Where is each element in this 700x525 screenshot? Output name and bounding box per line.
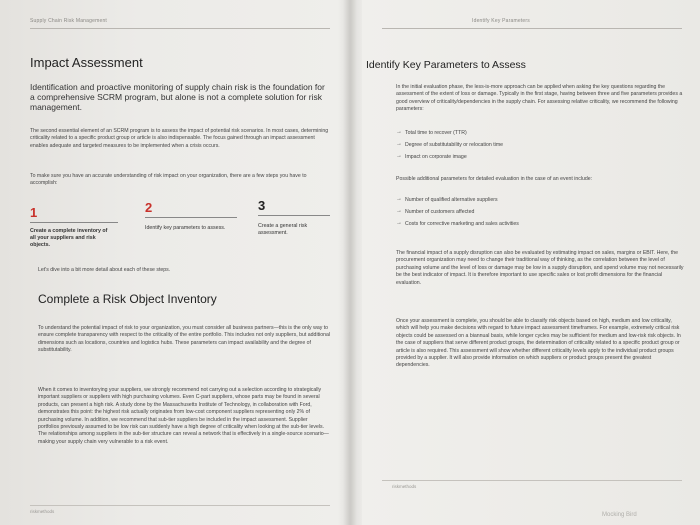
step-1-number: 1	[30, 205, 38, 220]
right-footer-rule	[382, 480, 682, 481]
additional-parameter-item: → Costs for corrective marketing and sales activities	[396, 219, 519, 227]
arrow-icon: →	[396, 207, 402, 214]
step-1-text: Create a complete inventory of all your suppliers and risk objects.	[30, 228, 108, 249]
step-2-text: Identify key parameters to assess.	[145, 225, 226, 231]
additional-parameter-item: → Number of customers affected	[396, 207, 475, 215]
left-paragraph-5: When it comes to inventorying your suppliers, we strongly recommend not carrying out a selection according to strategically important suppliers or suppliers with high purchasing volumes. Even C-part suppliers, whose parts may be found in several products, can present a high risk. A study done by the Massachusetts Institute of Technology, in collaboration with Ford, demonstrates this point: the highest risk actually originates from low-cost component suppliers representing only 2% of purchasing volume. In addition, we recommend that sub-tier suppliers be included in the impact assessment. Supplier portfolios previously assumed to be low risk can suddenly have a high degree of criticality when looking at the sub-tier levels. The relationships among suppliers in the sub-tier structure can reveal a network that is effectively in a single-source scenario—making your supply chain very vulnerable to a risk event.	[38, 387, 329, 445]
arrow-icon: →	[396, 129, 402, 135]
left-footer-rule	[30, 505, 330, 506]
left-header-rule	[30, 28, 330, 29]
arrow-icon: →	[396, 152, 402, 159]
left-footer: riskmethods	[30, 509, 55, 514]
key-parameter-item: → Total time to recover (TTR)	[396, 129, 467, 136]
left-paragraph-2: To make sure you have an accurate understanding of risk impact on your organization, there are a few steps you have to accomplish:	[30, 173, 307, 187]
step-1-rule	[30, 222, 118, 223]
additional-parameter-item: → Number of qualified alternative suppliers	[396, 196, 498, 203]
right-footer: riskmethods	[392, 484, 417, 489]
key-parameters-list	[396, 130, 676, 165]
step-3-text: Create a general risk assessment.	[258, 223, 308, 237]
right-header-rule	[382, 28, 682, 29]
left-running-header: Supply Chain Risk Management	[30, 18, 108, 24]
section-title-inventory: Complete a Risk Object Inventory	[38, 292, 217, 306]
arrow-icon: →	[396, 196, 402, 202]
right-page-title: Identify Key Parameters to Assess	[366, 59, 526, 71]
left-page-title: Impact Assessment	[30, 55, 143, 70]
step-2-rule	[145, 217, 237, 218]
right-paragraph-4: Once your assessment is complete, you should be able to classify risk objects based on high, medium and low criticality, which will help you make decisions with regard to future impact assessment timeframes. For example, extremely critical risk objects could be assessed on a biannual basis, while longer cycles may be sufficient for medium and low-risk risk objects. In the case of suppliers that serve different product groups, the determination of criticality related to a specific product group or article is also required. This assessment will show whether different criticality levels apply to the individual product groups provided by a supplier. It will also provide information on which suppliers or product groups present the greatest dependencies.	[396, 318, 681, 369]
right-running-header: Identify Key Parameters	[472, 18, 530, 24]
key-parameter-item: → Impact on corporate image	[396, 152, 467, 160]
right-paragraph-3: The financial impact of a supply disruption can also be evaluated by estimating impact on sales, margins or EBIT. Here, the procurement organization may need to change their traditional way of thinking, as the correlation between the level of purchasing volume and the level of loss or damage may be low in a supply disruption, and spend volume may not necessarily be the best indicator of impact. It is therefore important to use specific sales or lost profit dimensions for the financial evaluation.	[396, 250, 684, 286]
right-paragraph-1: In the initial evaluation phase, the less-is-more approach can be applied when asking the key questions regarding the assessment of the extent of loss or damage. Typically in the first stage, having between three and five parameters provides a good overview of criticality/dependencies in the supply chain. For assessing relative criticality, we recommend the following parameters:	[396, 84, 683, 113]
right-paragraph-2: Possible additional parameters for detailed evaluation in the case of an event include:	[396, 176, 593, 182]
watermark: Mocking Bird	[602, 512, 637, 518]
step-3-number: 3	[258, 198, 266, 213]
arrow-icon: →	[396, 219, 402, 226]
left-paragraph-4: To understand the potential impact of risk to your organization, you must consider all business partners—this is the only way to ensure complete transparency with respect to the criticality of the entire portfolio. This includes not only suppliers, but additional dimensions such as locations, countries and logistics hubs. These parameters can impact availability and the degree of substitutability.	[38, 325, 330, 354]
intro-paragraph: Identification and proactive monitoring of supply chain risk is the foundation for a comprehensive SCRM program, but alone is not a complete solution for risk management.	[30, 82, 325, 113]
additional-parameters-list	[396, 197, 676, 232]
arrow-icon: →	[396, 140, 402, 147]
left-paragraph-3: Let's dive into a bit more detail about each of these steps.	[38, 267, 171, 273]
key-parameter-item: → Degree of substitutability or relocation time	[396, 140, 504, 148]
step-3-rule	[258, 215, 330, 216]
right-page	[352, 0, 700, 525]
left-paragraph-1: The second essential element of an SCRM program is to assess the impact of potential risk scenarios. In most cases, determining criticality related to a specific product group or article is also indispensable. The focus gained through an impact assessment enables adequate and targeted measures to be implemented when a crisis occurs.	[30, 128, 329, 149]
step-2-number: 2	[145, 200, 153, 215]
